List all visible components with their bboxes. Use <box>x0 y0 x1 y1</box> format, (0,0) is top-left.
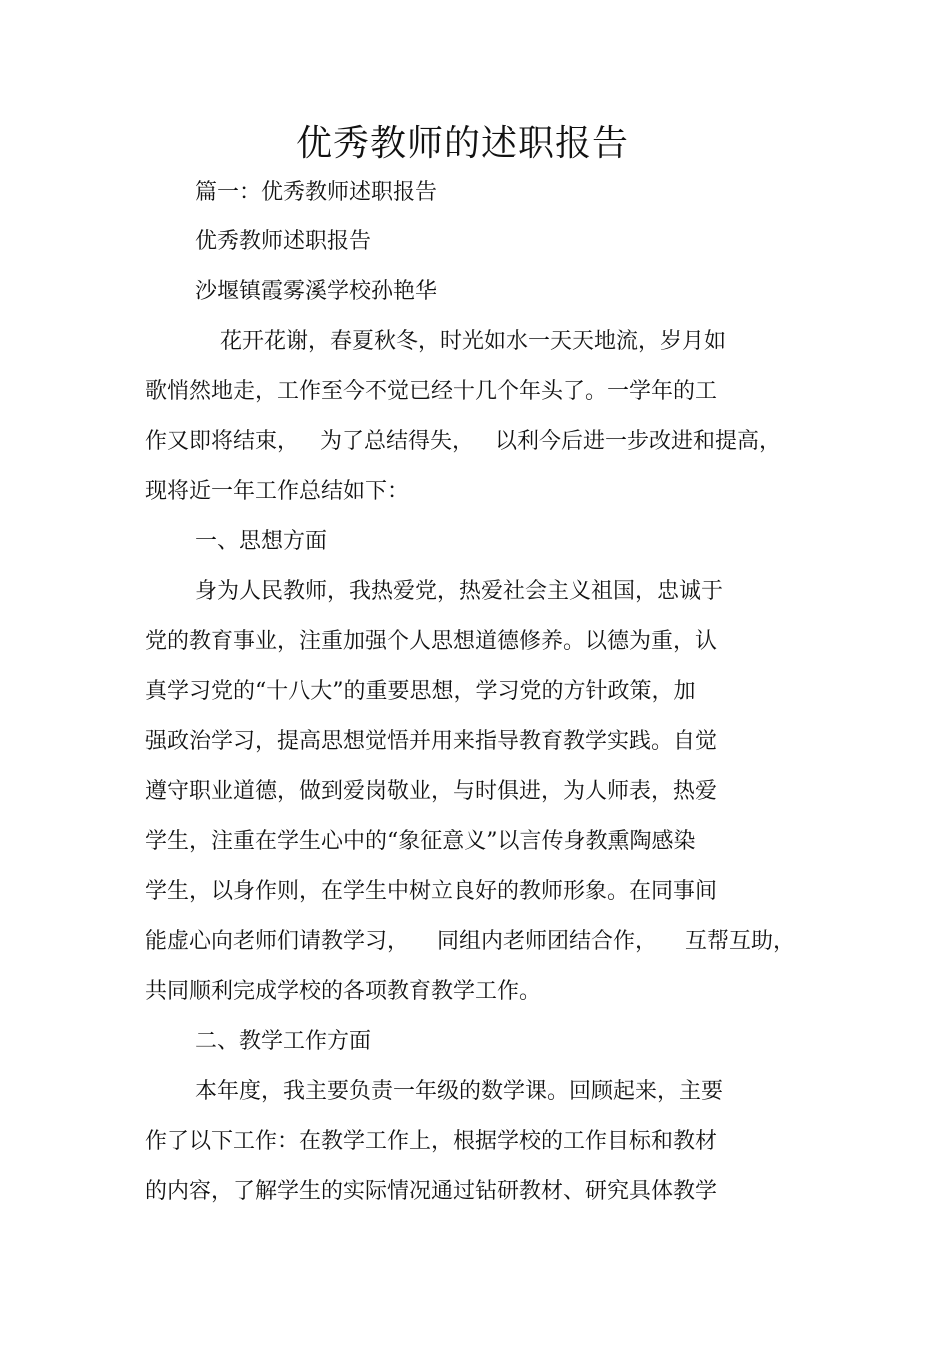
subheading-thought: 一、思想方面 <box>195 529 328 554</box>
body-line: 遵守职业道德，做到爱岗敬业，与时俱进，为人师表，热爱 <box>145 779 718 804</box>
body-line: 学生，注重在学生心中的“象征意义”以言传身教熏陶感染 <box>145 829 696 854</box>
body-line: 能虚心向老师们请教学习， 同组内老师团结合作， 互帮互助， <box>145 929 795 954</box>
section-heading-line: 篇一：优秀教师述职报告 <box>195 180 438 205</box>
body-line: 花开花谢，春夏秋冬，时光如水一天天地流，岁月如 <box>220 329 727 354</box>
body-line: 真学习党的“十八大”的重要思想，学习党的方针政策，加 <box>145 679 696 704</box>
body-line: 现将近一年工作总结如下： <box>145 479 410 504</box>
body-line: 强政治学习，提高思想觉悟并用来指导教育教学实践。自觉 <box>145 729 718 754</box>
subheading-teaching: 二、教学工作方面 <box>195 1029 372 1054</box>
body-line: 党的教育事业，注重加强个人思想道德修养。以德为重，认 <box>145 629 718 654</box>
document-title: 优秀教师的述职报告 <box>295 123 629 164</box>
body-line: 歌悄然地走，工作至今不觉已经十几个年头了。一学年的工 <box>145 379 718 404</box>
body-line: 作了以下工作：在教学工作上，根据学校的工作目标和教材 <box>145 1129 718 1154</box>
body-line: 本年度，我主要负责一年级的数学课。回顾起来，主要 <box>195 1079 724 1104</box>
body-line: 的内容，了解学生的实际情况通过钻研教材、研究具体教学 <box>145 1179 718 1204</box>
report-title-line: 优秀教师述职报告 <box>195 229 372 254</box>
author-line: 沙堰镇霞雾溪学校孙艳华 <box>195 279 438 304</box>
body-line: 学生，以身作则，在学生中树立良好的教师形象。在同事间 <box>145 879 718 904</box>
body-line: 共同顺利完成学校的各项教育教学工作。 <box>145 979 542 1004</box>
body-line: 作又即将结束， 为了总结得失， 以利今后进一步改进和提高， <box>145 429 781 454</box>
body-line: 身为人民教师，我热爱党，热爱社会主义祖国，忠诚于 <box>195 579 724 604</box>
